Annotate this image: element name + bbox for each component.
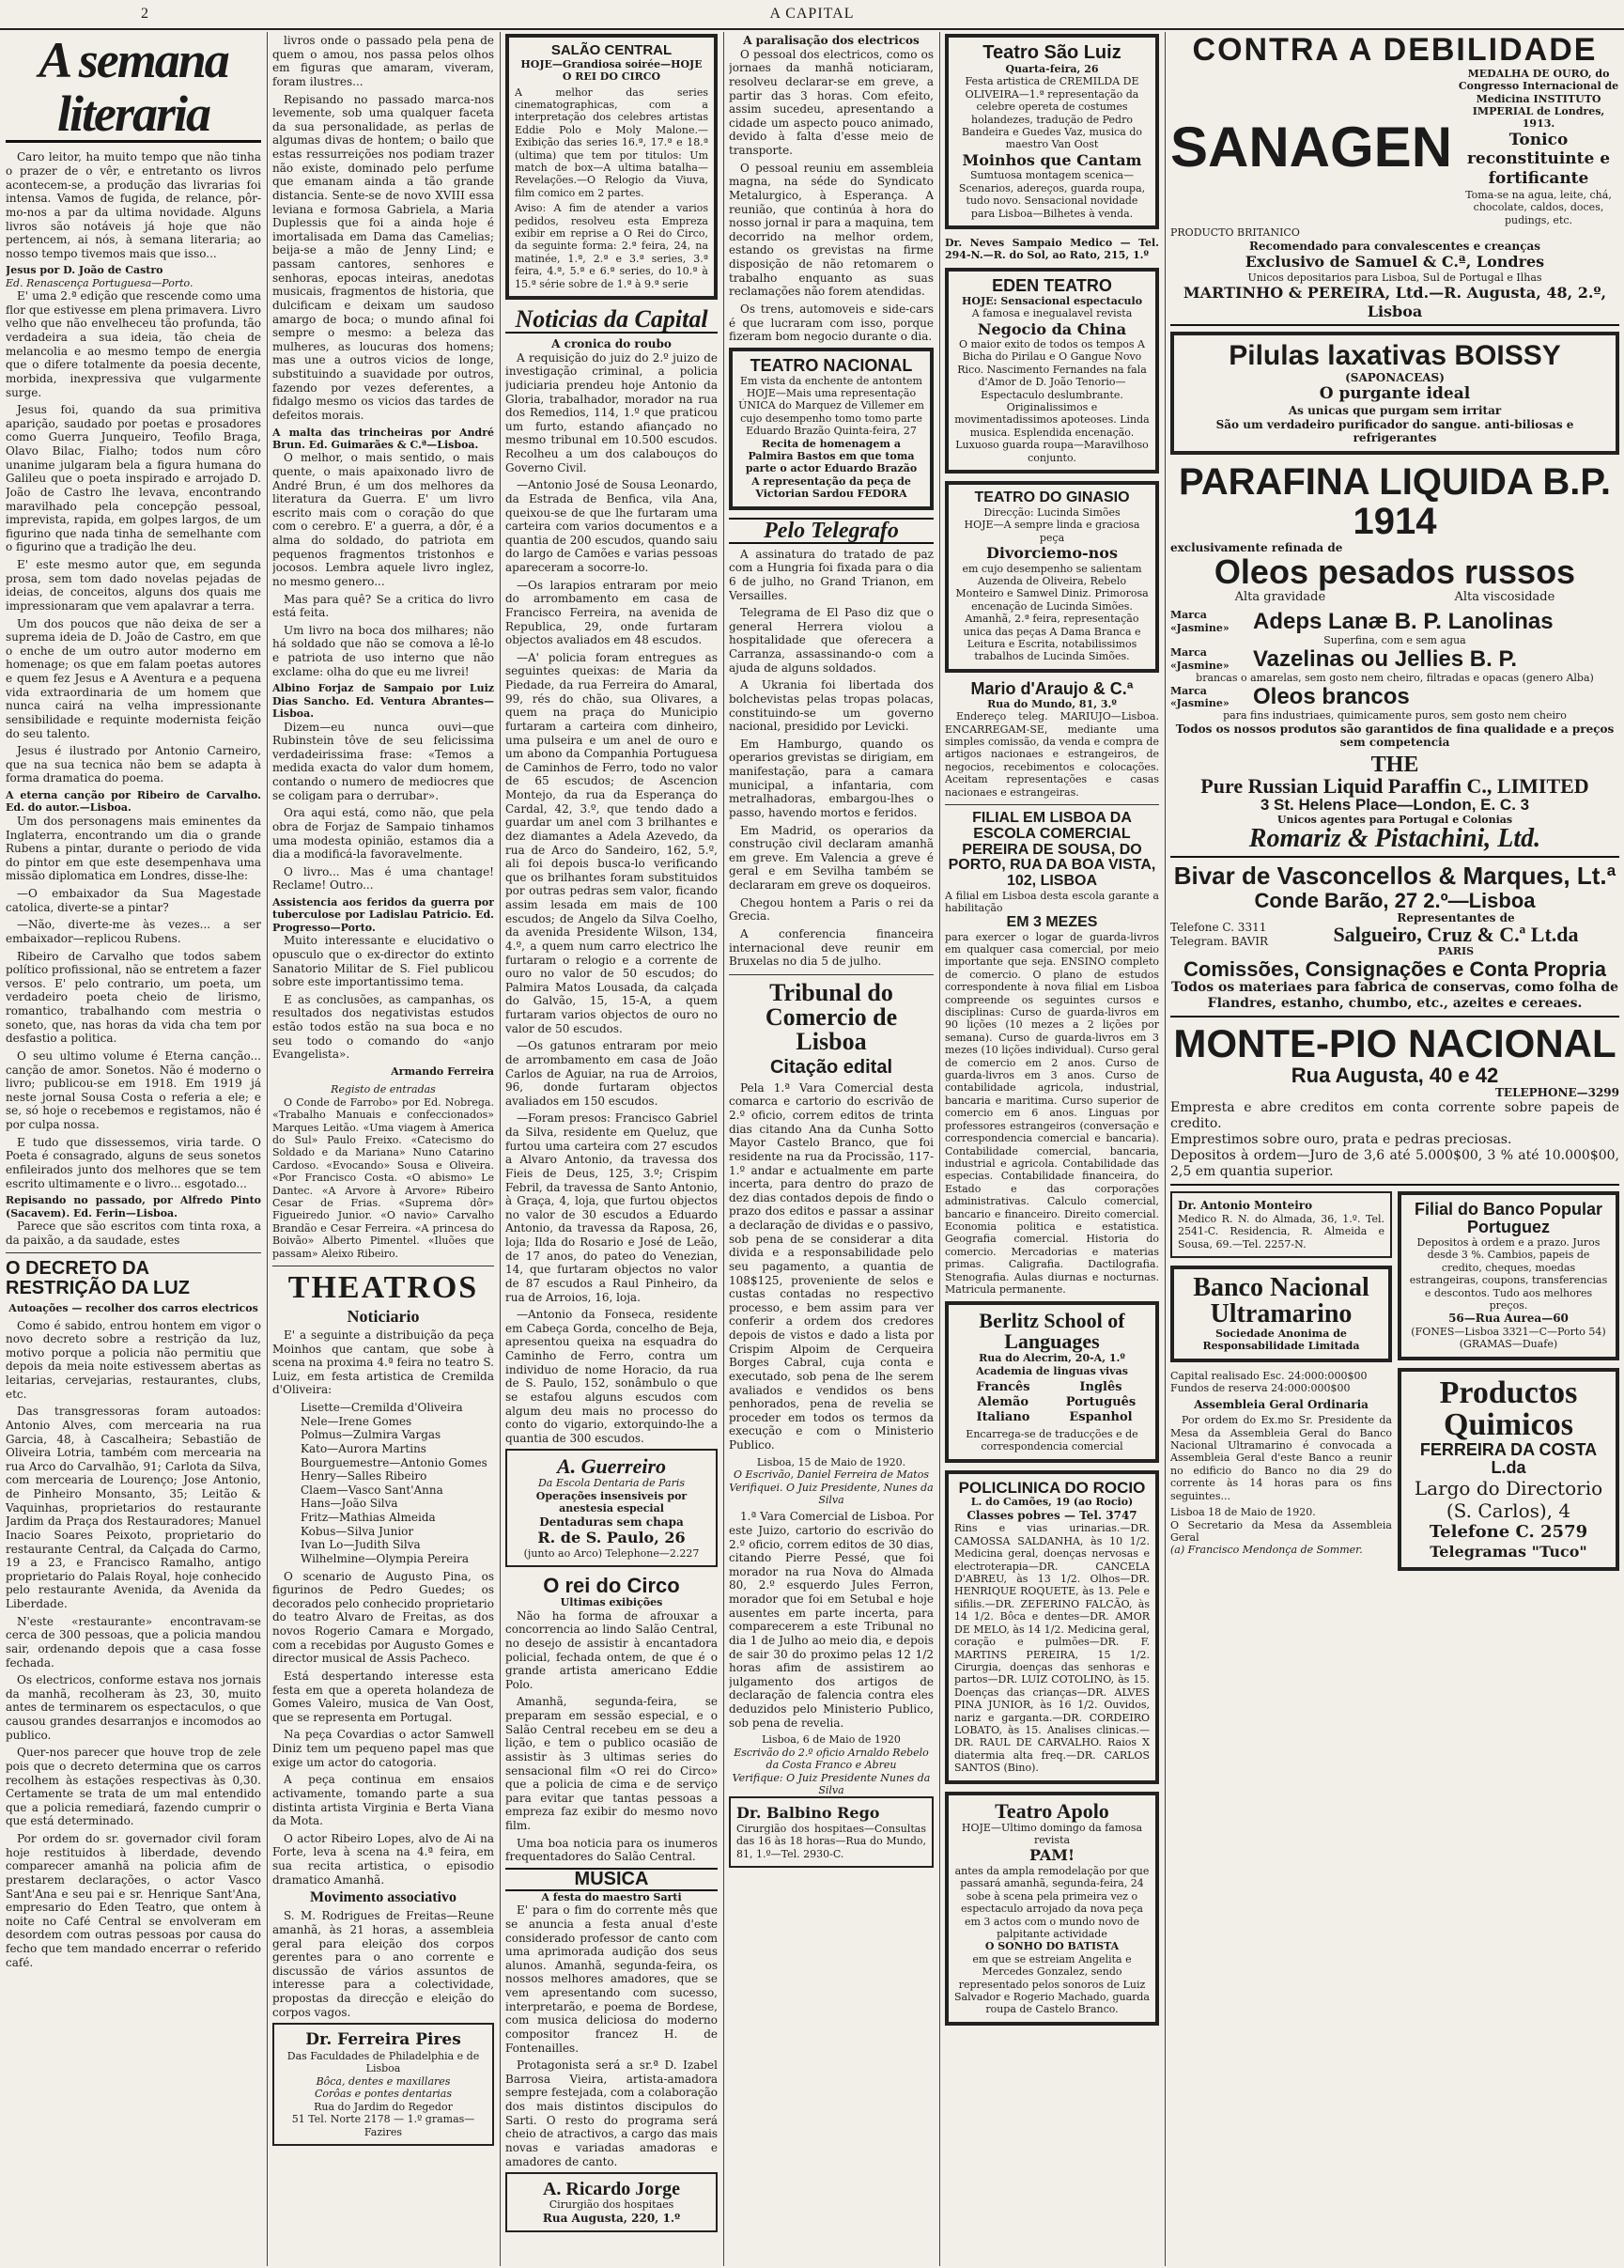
ad-show: Negocio da China <box>977 319 1127 338</box>
article-paragraph: —Não, diverte-me às vezes... a ser embaixador—replicou Rubens. <box>6 918 261 945</box>
article-paragraph: Não ha forma de afrouxar a concorrencia ao lindo Salão Central, no desejo de assistir à encantadora policial, fechada ontem, de que é o grande artista americano Eddie Polo. <box>505 1608 718 1691</box>
ad-line: Da Escola Dentaria de Paris <box>537 1477 686 1490</box>
section-title: Tribunal do Comercio de Lisboa <box>765 978 898 1055</box>
article-paragraph: Na peça Covardias o actor Samwell Diniz tem um pequeno papel mas que exige um actor do catogoria. <box>272 1728 494 1769</box>
article-paragraph: O pessoal dos electricos, como os jornaes da manhã noticiaram, resolveu declarar-se em greve, a partir das 3 horas. Com efeito, assim sucedeu, apresentando a cidade um aspecto pouco animado, devido à falta d'esse meio de transporte. <box>729 47 934 157</box>
book-title: Albino Forjaz de Sampaio por Luiz Dias Sancho. Ed. Ventura Abrantes—Lisboa. <box>272 682 494 721</box>
ad-line: Sociedade Anonima de Responsabilidade Limitada <box>1202 1328 1360 1353</box>
book-title: A malta das trincheiras por André Brun. Ed. Guimarães & C.ª—Lisboa. <box>272 426 494 451</box>
article-paragraph: O scenario de Augusto Pina, os figurinos de Pedro Guedes; os decorados pelo conhecido proprietario do teatro Alvaro de Freitas, as dos novos Rogerio Camara e Morgado, com a recebidas por Augusto Gomes e director musical de Assis Pacheco. <box>272 1569 494 1666</box>
book-title: Repisando no passado, por Alfredo Pinto (Sacavem). Ed. Ferin—Lisboa. <box>6 1194 261 1219</box>
article-paragraph: Um dos personagens mais eminentes da Inglaterra, encontrando um dia o grande Rubens a pintar, durante o periodo de vida do pintor em que este desempenhava uma missão diplomatica em Londres, disse-lhe: <box>6 814 261 883</box>
ad-body: Emprestimos sobre ouro, prata e pedras preciosas. <box>1170 1131 1512 1147</box>
ad-body: A representação da peça de Victorian Sardou FEDORA <box>751 474 911 501</box>
ad-address: Largo do Directorio (S. Carlos), 4 <box>1414 1476 1603 1522</box>
article-headline: O DECRETO DA RESTRIÇÃO DA LUZ <box>6 1258 190 1299</box>
section-title: A semana literaria <box>6 34 261 143</box>
article-paragraph: Quer-nos parecer que houve trop de zele pois que o decreto determina que os carros recolhem às estações respectivas às 0,30. Certamente se trata de um mal entendido que a policia remediará, fazendo cumprir o que está determinado. <box>6 1746 261 1828</box>
article-paragraph: O livro... Mas é uma chantage! Reclame! Outro... <box>272 864 494 893</box>
advertisement-guerreiro <box>505 1449 718 1567</box>
advertisement-ginasio <box>945 481 1159 673</box>
assembly-notice: Por ordem do Ex.mo Sr. Presidente da Mesa da Assembleia Geral do Banco Nacional Ultramarino é convocada a Assembleia Geral d'este Banco a reunir no edificio do Banco no dia 29 do corrente às 14 horas para os fins seguintes... <box>1170 1414 1392 1502</box>
article-paragraph: —Os larapios entraram por meio do arrombamento em casa de Francisco Ferreira, na avenida de Republica, 29, onde furtaram objectos avaliados em 48 escudos. <box>505 578 718 647</box>
advertisement-banco-ultramarino <box>1170 1266 1392 1362</box>
ad-line: Dentaduras sem chapa <box>539 1515 684 1529</box>
column-rule <box>723 32 724 2266</box>
news-brief: Em Hamburgo, quando os operarios grevistas se dirigiam, em manifestação, para a camara municipal, a infantaria, com metralhadoras, embargou-lhes o passo, havendo mortos e feridos. <box>729 737 934 819</box>
article-paragraph: S. M. Rodrigues de Freitas—Reune amanhã, às 21 horas, a assembleia geral para eleição dos corpos gerentes para o ano corrente e discussão de vários assuntos de interesse para a colectividade, propostas da direcção e eleição do corpos vagos. <box>272 1909 494 2019</box>
advertisement-dentist <box>272 2023 494 2146</box>
ad-address: MARTINHO & PEREIRA, Ltd.—R. Augusta, 48, 2.º, Lisboa <box>1183 284 1607 320</box>
language-item: Francês <box>976 1380 1030 1395</box>
article-paragraph: O seu ultimo volume é Eterna canção... canção de amor. Sonetos. Não é moderno o livro; publicou-se em 1918. Em 1919 já neste jornal Sousa Costa o referia a ele; e se, só hoje o recebemos e registamos, não é por culpa nossa. <box>6 1049 261 1131</box>
ad-body: Cirurgião dos hospitaes—Consultas das 16 às 18 horas—Rua do Mundo, 81, 1.º—Tel. 2930-C. <box>736 1822 926 1860</box>
article-paragraph: Mas para quê? Se a critica do livro está feita. <box>272 592 494 620</box>
cast-item: Bourguemestre—Antonio Gomes <box>301 1455 487 1469</box>
column-5 <box>945 34 1159 2264</box>
ad-line: HOJE—A sempre linda e graciosa peça <box>964 519 1140 544</box>
advertisement-ricardo-jorge <box>505 2172 718 2232</box>
brand-logo: SANAGEN <box>1170 115 1453 179</box>
ad-show: PAM! <box>1029 1846 1075 1865</box>
column-rule <box>1165 32 1166 2266</box>
notice-signature: (a) Francisco Mendonça de Sommer. <box>1170 1544 1363 1557</box>
advertisement-bivar <box>1170 863 1619 1017</box>
article-paragraph: Jesus é ilustrado por Antonio Carneiro, que na sua tecnica não bem se adapta à forma dramatica do poema. <box>6 744 261 785</box>
legal-notice: 1.ª Vara Comercial de Lisboa. Por este Juizo, cartorio do escrivão do 2.º oficio, correm editos de 30 dias, citando Pierre Pessé, que foi morador na rua Nova do Almada 80, 2.º esquerdo Jules Ferron, morador que foi em Setubal e hoje ausentes em parte incerta, para comparecerem a este Tribunal no dia 1 de Julho ao meio dia, e depois de sair 30 do proximo pelas 12 1/2 horas afim de assistirem ao julgamento dos artigos de declaração de falencia contra eles deduzidos pelo Ministerio Publico, sob pena de revelia. <box>729 1510 934 1730</box>
ad-line: São um verdadeiro purificador do sangue. anti-biliosas e refrigerantes <box>1215 417 1574 445</box>
article-paragraph: Protagonista será a sr.ª D. Izabel Barrosa Vieira, artista-amadora sempre festejada, com a colaboração dos mais distintos discipulos do Sarti. O resto do programa será cheio de atractivos, a cargo das mais novas e variadas amadoras e amadores de canto. <box>505 2058 718 2168</box>
cast-item: Lisette—Cremilda d'Oliveira <box>301 1401 463 1415</box>
masthead <box>0 0 1624 30</box>
ad-line: HOJE—Ultimo domingo da famosa revista <box>961 1821 1143 1846</box>
divider <box>6 1252 261 1253</box>
ad-line: PARIS <box>1437 945 1475 958</box>
section-subtitle: Noticiario <box>347 1306 420 1326</box>
book-title: Jesus por D. João de Castro <box>6 264 163 277</box>
ad-show: O SONHO DO BATISTA <box>984 1940 1120 1953</box>
registry-list: O Conde de Farrobo» por Ed. Nobrega. «Trabalho Manuais e confeccionados» Marques Leitão. «Uma viagem à America do Sul» Paulo Freixo. «Catecismo do Soldado e da Mariana» Nuno Catarino Cardoso. «Evocando» Sousa e Oliveira. «Por Francisco Costa. «O abismo» Le Dantec. «A Arvore à Arvore» Ribeiro Cesar de Frias. «Suprema dôr» Figueiredo Junior. «O navio» Carvalho Brandão e Cesar Ferreira. «A princesa do Boivão» Alberto Pimentel. «Iluões que passam» Aleixo Ribeiro. <box>272 1095 494 1260</box>
article-paragraph: Um dos poucos que não deixa de ser a suprema ideia de D. João de Castro, em que o enche de um outro autor moderno em homenage; os que em falam poetas autores e quem fez Jesus e A Aventura e a pequena vida extraordinaria de um homem que nunca cairá na velha impressionante sensibilidade e requinte modernista feição do seu talento. <box>6 616 261 740</box>
ad-body: Rins e vias urinarias.—DR. CAMOSSA SALDANHA, às 10 1/2. Medicina geral, doenças nervosas e electroterapia—DR. CANCELA D'ABREU, às 13 1/2. Olhos—DR. HENRIQUE ROQUETE, às 13. Pele e sifilis.—DR. ZEFERINO FALCÃO, às 14 1/2. Bôca e dentes—DR. AMOR DE MELO, às 14 1/2. Medicina geral, coração e pulmões—DR. F. MARTINS PEREIRA, 15 1/2. Cirurgia, doenças das senhoras e partos—DR. LUIZ COTOLINO, às 15. Doenças das crianças—DR. ALVES PINA JUNIOR, às 16 1/2. Ouvidos, nariz e garganta.—DR. CORDEIRO LOBATO, às 15. Analises clinicas.—DR. RAUL DE CARVALHO. Raios X diatermia alta freq.—DR. CARLOS SANTOS (Bino). <box>954 1522 1150 1775</box>
news-brief: Chegou hontem a Paris o rei da Grecia. <box>729 895 934 924</box>
brand-mark: Marca «Jasmine» <box>1170 684 1230 709</box>
article-paragraph: —Antonio da Fonseca, residente em Cabeça Gorda, concelho de Beja, apresentou queixa na esquadra do Caminho de Ferro, contra um individuo de nome Horacio, da rua de S. Paulo, 152, sonâmbulo o que se estafou alguns escudos com algum deu mais no processo do conto do vigario, extorquindo-lhe a quantia de 300 escudos. <box>505 1308 718 1445</box>
article-paragraph: —Antonio José de Sousa Leonardo, da Estrada de Benfica, vila Ana, queixou-se de que lhe furtaram uma carteira com varios documentos e a quantia de 200 escudos, quando saiu do largo de Camões e varias pessoas apareceram a socorre-lo. <box>505 478 718 575</box>
author-signature: Armando Ferreira <box>391 1064 494 1078</box>
ad-address: Rua do Mundo, 81, 3.º <box>987 697 1117 710</box>
language-item: Espanhol <box>1069 1409 1133 1424</box>
ad-line: Operações insensiveis por anestesia especial <box>535 1489 688 1515</box>
ad-title: A. Guerreiro <box>556 1454 667 1479</box>
notice-judge: Verifique: O Juiz Presidente Nunes da Silva <box>732 1771 931 1796</box>
ad-title: FILIAL EM LISBOA DA ESCOLA COMERCIAL PEREIRA DE SOUSA, DO PORTO, RUA DA BOA VISTA, 102, LISBOA <box>948 810 1156 890</box>
article-paragraph: Repisando no passado marca-nos levemente, sob uma qualquer faceta da sua personalidade, as perlas de algumas divas de hontem; o bailo que estas ressurreições nos podiam trazer não existe, dominado pelo perfume que emanam ainda a tão grande distancia. Sente-se de novo XVIII essa leviana e formosa Gabriela, a Maria Duplessis que foi a ainda hoje é imortalisada em Dama das Camelias; beija-se a mão de Jenny Lind; e passam cantores, senhores e senhoras, epocas inteiras, anedotas musicais, fragmentos de historia, que dulcificam e deixam um saudoso amargo de boca; o mundo afinal foi sempre o mesmo: a beleza das mulheres, as loucuras dos homens; mas une a outros vicios de longe, substituindo a suavidade por outros, fazendo por vezes deferentes, a fidalgo mesmo os vicios das tardes de defeitos morais. <box>272 92 494 422</box>
book-publisher: Ed. Renascença Portuguesa—Porto. <box>6 276 193 289</box>
section-title: MUSICA <box>505 1868 718 1891</box>
article-paragraph: Ribeiro de Carvalho que todos sabem político profissional, não se entretem a fazer versos. E' pelo contrario, um poeta, um verdadeiro poeta cheio de lirismo, romantico, trabalhando com mestria o soneto, que, nas horas da vida cha tem por desfastio a politica. <box>6 949 261 1046</box>
brand-mark: Marca «Jasmine» <box>1170 646 1230 672</box>
advertisement-sanagen <box>1170 34 1619 326</box>
article-paragraph: livros onde o passado pela pena de quem o amou, nos passa pelos olhos em figuras que amaram, viveram, foram ilustres... <box>272 34 494 88</box>
ad-line: Rua do Jardim do Regedor <box>314 2100 453 2113</box>
book-title: A eterna canção por Ribeiro de Carvalho. Ed. do autor.—Lisboa. <box>6 789 261 815</box>
advertisement-berlitz <box>945 1301 1159 1462</box>
ad-body: antes da ampla remodelação por que passará amanhã, segunda-feira, 24 sobe à scena pela primeira vez o espectaculo arrojado da nova peça em 3 actos com o mundo novo de palpitante actividade <box>954 1864 1150 1940</box>
ad-body: A filial em Lisboa desta escola garante a habilitação <box>945 889 1159 915</box>
ad-line: Tonico reconstituinte e fortificante <box>1466 130 1611 189</box>
ad-title: Teatro Apolo <box>995 1798 1109 1823</box>
language-item: Inglês <box>1079 1380 1122 1395</box>
article-paragraph: —Os gatunos entraram por meio de arrombamento em casa de João Carlos de Aguiar, na rua de Arroios, 96, donde furtaram objectos avaliados em 150 escudos. <box>505 1039 718 1108</box>
advertisement-monte-pio <box>1170 1020 1619 1186</box>
reserve-line: Fundos de reserva 24:000:000$00 <box>1170 1382 1351 1395</box>
ad-line: Representantes de <box>1397 910 1515 924</box>
column-rule <box>267 32 268 2266</box>
article-paragraph: E' uma 2.ª edição que rescende como uma flor que estivesse em plena primavera. Livro velho que não envelheceu tão profunda, tão verdadeira a sua ideia, tão cheia de melancolia e ao mesmo tempo de energia que o difere totalmente da poesia decente, morbida, inexpressiva que vulgarmente surge. <box>6 289 261 399</box>
section-title: THEATROS <box>287 1269 479 1305</box>
divider <box>729 974 934 975</box>
advertisement-productos-quimicos <box>1398 1368 1619 1571</box>
article-paragraph: Os trens, automoveis e side-cars é que lucraram com isso, porque fizeram bom negocio durante o dia. <box>729 302 934 344</box>
article-paragraph: Uma boa noticia para os inumeros frequentadores do Salão Central. <box>505 1836 718 1864</box>
ad-address: Rua Augusta, 40 e 42 <box>1291 1064 1499 1088</box>
article-paragraph: Caro leitor, ha muito tempo que não tinha o prazer de o vêr, e entretanto os livros acontecem-se, a produção das livrarias foi intensa. Vamos de fugida, de relance, pôr-mo-nos a par da ultima novidade. Alguns livros são notáveis já hoje que não pertencem, ai nós, à semana literaria; ao nosso tempo tivemos mais que isso... <box>6 150 261 260</box>
advertisement-sampaio: Dr. Neves Sampaio Medico — Tel. 294-N.—R. do Sol, ao Rato, 215, 1.º <box>945 236 1159 262</box>
ad-body: Depositos à ordem e a prazo. Juros desde 3 %. Cambios, papeis de credito, cheques, moedas estrangeiras, coupons, transferencias e descontos. Tudo aos melhores preços. <box>1409 1235 1608 1312</box>
ad-line: (SAPONACEAS) <box>1345 370 1445 384</box>
ad-title: Banco Nacional Ultramarino <box>1193 1273 1369 1329</box>
ad-title: A. Ricardo Jorge <box>542 2179 681 2200</box>
cast-item: Polmus—Zulmira Vargas <box>301 1428 441 1442</box>
advertisement-monteiro <box>1170 1191 1392 1258</box>
ad-title: Pilulas laxativas BOISSY <box>1229 340 1561 372</box>
section-subtitle: Movimento associativo <box>310 1889 456 1906</box>
represented-firm: Salgueiro, Cruz & C.ª Lt.da <box>1333 923 1579 947</box>
advertisement-teatro-nacional <box>729 348 934 510</box>
section-title: Pelo Telegrafo <box>729 518 934 544</box>
ad-highlight: Comissões, Consignações e Conta Propria <box>1183 956 1606 981</box>
cast-item: Kobus—Silva Junior <box>301 1524 414 1538</box>
telegram-address: Telegram. BAVIR <box>1170 934 1269 948</box>
ad-line: Unicos depositarios para Lisboa, Sul de Portugal e Ilhas <box>1247 271 1542 284</box>
article-paragraph: —A' policia foram entregues as seguintes queixas: de Maria da Piedade, da rua Ferreira do Amaral, 99, rés do chão, sua Olivares, a quem na praça do Municipio furtaram a carteira com dinheiro, uma pulseira e um anel de ouro e um abono da Companhia Portuguesa de Caminhos de Ferro, todo no valor de 65 escudos; de Ascencion Montejo, da rua da Esperança do Cardal, 42, 3.º, que tendo dado a guardar um anel com 3 brilhantes e dez diamantes a Adela Azevedo, da rua de Arco do Sandeiro, 162, 5.º, ali foi depois busca-lo verificando que os brilhantes foram substituidos por outras pedras sem valor, ficando assim lesada em mais de 100 escudos; de Angelo da Silva Coelho, da avenida Presidente Wilson, 134, 4.º, a quem num carro electrico lhe furtaram o relogio e a corrente de ouro no valor de 50 escudos; do Palmira Matos Lousada, da calçada do Galvão, 15, 15-A, a quem furtaram varios objectos de ouro no valor de 50 escudos. <box>505 650 718 1035</box>
ad-title: SALÃO CENTRAL <box>550 42 673 58</box>
ad-line: Unicos agentes para Portugal e Colonias <box>1276 813 1513 826</box>
ad-subtitle: HOJE—Grandiosa soirée—HOJE O REI DO CIRCO <box>520 57 703 84</box>
article-subheadline: Autoações — recolher dos carros electricos <box>8 1302 258 1315</box>
ad-title: Dr. Antonio Monteiro <box>1178 1199 1313 1213</box>
ad-headline: CONTRA A DEBILIDADE <box>1192 34 1598 68</box>
assembly-title: Assembleia Geral Ordinaria <box>1194 1397 1369 1411</box>
ad-line: Todos os materiaes para fabrica de conservas, como folha de Flandres, estanho, chumbo, etc., azeites e cereaes. <box>1170 979 1619 1011</box>
phone-number: Telefone C. 2579 <box>1429 1522 1588 1543</box>
agent-name: Romariz & Pistachini, Ltd. <box>1248 824 1541 854</box>
ad-title: Teatro São Luiz <box>982 42 1121 63</box>
ad-line: MEDALHA DE OURO, do Congresso Internacional de Medicina INSTITUTO IMPERIAL de Londres, 1913. <box>1458 67 1619 131</box>
ad-body: Festa artistica de CREMILDA DE OLIVEIRA—1.ª representação da celebre opereta de costumes holandezes, tradução de Pedro Bandeira e Guedes Vaz, musica do maestro Van Oost <box>961 75 1143 151</box>
ad-line: Corôas e pontes dentarias <box>314 2088 453 2101</box>
article-paragraph: O melhor, o mais sentido, o mais quente, o mais apaixonado livro de André Brun, é um dos melhores da literatura da Guerra. E' um livro escrito mais com o coração do que com o cerebro. E' a guerra, a dôr, é a alma do soldado, do patriota em pequenos fragmentos tristonhos e jocosos. Lembra aquele livro inglez, no mesmo genero... <box>272 451 494 588</box>
article-paragraph: Das transgressoras foram autoados: Antonio Alves, com mercearia na rua Garcia, 48, à Cascalheira; Sebastião de Oliveira Lotria, também com mercearia na rua Arco do Carvalhão, 91; Carlota da Silva, com mercearia de Lourenço; Jose Antonio, de Pinheiro Monsanto, 35; Leitão & Vaquinhas, proprietarios do restaurante Jardim da Praça dos Restauradores; Manuel Inacio Soares Peixoto, proprietario do restaurante Central, da Calçada do Carmo, 19 a 23, e Francisco Ramalho, antigo proprietario do Palais Royal, hoje conhecido pelo restaurante Avenida, da Avenida da Liberdade. <box>6 1405 261 1611</box>
ad-address: Rua do Alecrim, 20-A, 1.º <box>979 1352 1125 1365</box>
ad-title: POLICLINICA DO ROCIO <box>958 1478 1146 1497</box>
column-4 <box>729 34 934 2264</box>
ad-line: HOJE: Sensacional espectaculo <box>961 294 1143 307</box>
ad-line: (FONES—Lisboa 3321—C—Porto 54) (GRAMAS—Duafe) <box>1411 1326 1606 1351</box>
article-paragraph: E tudo que dissessemos, viria tarde. O Poeta é consagrado, alguns de seus sonetos enfileirados junto dos melhores que se tem escrito ultimamente e o livro... esgotado... <box>6 1135 261 1190</box>
article-paragraph: Está despertando interesse esta festa em que a opereta holandeza de Gomes Valeiro, musica de Van Oost, que se representa em Portugal. <box>272 1669 494 1724</box>
advertisement-balbino-rego <box>729 1796 934 1868</box>
notice-clerk: Escrivão do 2.º oficio Arnaldo Rebelo da Costa Franco e Abreu <box>734 1746 929 1772</box>
ad-title: Berlitz School of Languages <box>979 1309 1125 1354</box>
news-brief: A Ukrania foi libertada dos bolchevistas pelas tropas polacas, constituindo-se um governo nacional, presidido por Levicki. <box>729 678 934 734</box>
advertisement-parafina <box>1170 462 1619 858</box>
brand-mark: Marca «Jasmine» <box>1170 609 1230 634</box>
ad-line: exclusivamente refinada de <box>1170 540 1343 554</box>
advertisement-boissy <box>1170 332 1619 455</box>
ad-address: R. de S. Paulo, 26 <box>537 1529 686 1547</box>
cast-item: Nele—Irene Gomes <box>301 1414 412 1428</box>
ad-notice: Aviso: A fim de atender a varios pedidos, resolveu esta Empreza exibir em reprise a O Rei do Circo, da seguinte forma: 2.ª feira, 24, na matinée, 1.ª, 2.ª e 3.ª series, 3.ª feira, 4.ª, 5.ª e 6.ª series, do 10.ª à 15.ª série sobre de 1.ª à 9.ª serie <box>515 202 708 290</box>
ad-title: TEATRO DO GINASIO <box>974 489 1130 506</box>
ad-line: Quarta-feira, 26 <box>1005 63 1099 75</box>
notice-date: Lisboa 18 de Maio de 1920. <box>1170 1506 1316 1519</box>
product-name: Adeps Lanæ B. P. Lanolinas <box>1253 608 1554 634</box>
product-note: para fins industriaes, quimicamente puros, sem gosto nem cheiro <box>1223 709 1567 722</box>
language-list <box>954 1380 1150 1425</box>
article-paragraph: —O embaixador da Sua Magestade catolica, diverte-se a pintar? <box>6 887 261 914</box>
ad-body: Endereço teleg. MARIUJO—Lisboa. ENCARREGAM-SE, mediante uma simples comissão, da venda e compra de artigos nacionaes e estrangeiros, de negocios, recebimentos e colocações. Aceitam representações e casas nacionaes e estrangeiras. <box>945 710 1159 799</box>
ad-title: EDEN TEATRO <box>992 275 1112 295</box>
cast-item: Ivan Lo—Judith Silva <box>301 1538 421 1552</box>
article-paragraph: Dizem—eu nunca ouvi—que Rubinstein tôve de seu felicissima verdadeirissima frase: «Temos a medida exacta do valor dum homem, contando o numero de mediocres que se coligam para o derrubar». <box>272 720 494 802</box>
newspaper-title: A CAPITAL <box>769 6 855 22</box>
advertisement-eden <box>945 268 1159 474</box>
product-name: Oleos brancos <box>1253 684 1410 710</box>
ad-line: Todos os nossos produtos são garantidos de fina qualidade e a preços sem competencia <box>1175 722 1615 750</box>
ad-line: (junto ao Arco) Telephone—2.227 <box>523 1546 700 1560</box>
ad-line: Das Faculdades de Philadelphia e de Lisboa <box>286 2050 480 2075</box>
notice-date: Lisboa, 6 de Maio de 1920 <box>762 1733 901 1747</box>
ad-line: 51 Tel. Norte 2178 — 1.º gramas—Fazires <box>291 2113 475 2138</box>
ad-line: Cirurgião dos hospitaes <box>549 2198 674 2212</box>
ad-body: em cujo desempenho se salientam Auzenda de Oliveira, Rebelo Monteiro e Samwel Diniz. Primorosa encenação de Lucinda Simões. Amanhã, 2.ª feira, representação unica das peças A Dama Branca e Leitura e Escrita, notabilissimos trabalhos de Lucinda Simões. <box>955 562 1149 663</box>
article-paragraph: Como é sabido, entrou hontem em vigor o novo decreto sobre a restrição da luz, motivo porque a policia não permitiu que depois da meia noite estivessem abertas as leitarias, cervejarias, restaurantes, clubs, etc. <box>6 1318 261 1401</box>
ad-address: 56—Rua Aurea—60 <box>1448 1312 1569 1326</box>
ad-body: em que se estreiam Angelita e Mercedes Gonzalez, sendo representado pelos sonoros de Luiz Salvador e Rogerio Machado, guarda roupa de Castelo Branco. <box>954 1952 1150 2016</box>
ad-body: para exercer o logar de guarda-livros em qualquer casa comercial, por meio importante que seja. ENSINO completo de comercio. O plano de estudos correspondente à nova filial em Lisboa compreende os seguintes cursos e disciplinas: Curso de guarda-livros em 90 lições (10 mezes a 2 lições por semana). Curso de guarda-livros em 3 mezes (10 lições individual). Curso geral de comercio em 2 anos. Curso de guarda-livros em 3 anos. Curso de contabilidade agricola, industrial, bancaria e maritima. Curso superior de comercio em 6 anos. Linguas por professores estrangeiros (conversação e correspondencia comercial e bancaria). Contabilidade comercial, bancaria, industrial e agricola. Contabilidade das especias. Contabilidade financeira, do Estado e das corporações administrativas. Calculo comercial, bancario e financeiro. Direito comercial. Economia politica e estatistica. Geografia comercial. Historia do comercio. Mercadorias e materias primas. Caligrafia. Dactilografia. Stenografia. Aulas diurnas e nocturnas. Matricula permanente. <box>945 930 1159 1296</box>
article-paragraph: E as conclusões, as campanhas, os resultados dos negativistas estudos estão todos estão na sua boca e no seu todo o comando do «anjo Evangelista». <box>272 992 494 1062</box>
ad-line: Toma-se na agua, leite, chá, chocolate, caldos, doces, pudings, etc. <box>1465 188 1612 226</box>
article-subheadline: Ultimas exibições <box>560 1596 663 1609</box>
legal-notice: Pela 1.ª Vara Comercial desta comarca e cartorio do escrivão de 2.º oficio, correm editos de trinta dias citando Ana da Cunha Sotto Mayor Castelo Branco, que foi residente na rua da Procissão, 117-1.º andar e actualmente em parte incerta, para dentro do prazo de dez dias contados depois de findo o prazo dos editos e passar a assinar a declaração de dividas e o passivo, sob pena de se considerar a dita divida e a responsabilidade pelo seu pagamento, a quantia de 108$125, proveniente de selos e custas contadas no respectivo processo, e bem assim para ver conferir a ordem dos credores depois de vistos e dado a lista por Crispim Alpoim de Cerqueira Borges Cabral, cuja conta e executado, sob pena de lhe serem avaliados e vendidos os bens penhorados, pena de revelia se proceder em todos os termos da execução e com o Ministerio Publico. <box>729 1080 934 1452</box>
ad-address: Conde Barão, 27 2.º—Lisboa <box>1254 888 1536 912</box>
divider <box>945 804 1159 805</box>
notice-judge: Verifiquei. O Juiz Presidente, Nunes da Silva <box>729 1481 934 1506</box>
ad-line: PRODUCTO BRITANICO <box>1170 226 1300 240</box>
language-item: Alemão <box>977 1395 1029 1410</box>
section-title: Noticias da Capital <box>505 307 718 334</box>
article-paragraph: E' para o fim do corrente mês que se anuncia a festa anual d'este considerado professor de canto com uma aprimorada audição dos seus alunos. Amanhã, segunda-feira, os nossos melhores amadores, que se vem apresentando com sucesso, interpretarão, e poema de Bordese, com musica deliciosa do moderno compositor francez H. de Fontenailles. <box>505 1903 718 2055</box>
article-paragraph: A requisição do juiz do 2.º juizo de investigação criminal, a policia judiciaria prendeu hoje Antonio da Gloria, trabalhador, morador na rua dos Remedios, 114, 1.º que praticou um furto, estando afiançado no mesmo tribunal em 10.500 escudos. Recolheu a um dos calabouços do Governo Civil. <box>505 350 718 474</box>
ad-line: O purgante ideal <box>1319 384 1471 404</box>
capital-line: Capital realisado Esc. 24:000:000$00 <box>1170 1369 1368 1382</box>
notice-title: Citação edital <box>769 1056 893 1078</box>
ad-line: As unicas que purgam sem irritar <box>1288 403 1502 417</box>
ad-title: Filial do Banco Popular Portuguez <box>1414 1200 1603 1237</box>
ad-title: Productos Quimicos <box>1439 1375 1578 1442</box>
ad-body: Sumtuosa montagem scenica—Scenarios, adereços, guarda roupa, tudo novo. Sensacional novidade para Lisboa—Bilhetes à venda. <box>958 169 1146 220</box>
cast-item: Wilhelmine—Olympia Pereira <box>301 1551 470 1565</box>
news-brief: A conferencia financeira internacional deve reunir em Bruxelas no dia 5 de julho. <box>729 926 934 969</box>
phone-number: Telefone C. 3311 <box>1170 921 1267 935</box>
article-paragraph: E' este mesmo autor que, em segunda prosa, sem tom dado novelas pejadas de ideias, de conceitos, alguns dos quais me impressionaram que vem apalavrar a terra. <box>6 558 261 613</box>
ad-title: MONTE-PIO NACIONAL <box>1173 1020 1616 1065</box>
product-name: Vazelinas ou Jellies B. P. <box>1253 646 1518 673</box>
firm-name: FERREIRA DA COSTA L.da <box>1419 1439 1598 1477</box>
column-6 <box>1170 34 1619 2264</box>
cast-item: Kato—Aurora Martins <box>301 1441 426 1455</box>
cast-item: Fritz—Mathias Almeida <box>301 1511 436 1525</box>
ad-line: Encarrega-se de traducções e de correspondencia comercial <box>966 1427 1138 1453</box>
ad-title: TEATRO NACIONAL <box>750 355 913 375</box>
ad-address: Rua Augusta, 220, 1.º <box>542 2211 681 2225</box>
article-paragraph: Amanhã, segunda-feira, se preparam em sessão especial, e o Salão Central recebeu em se deu a lição, e tem o publico ocasião de assistir às 3 ultimas series do sensacional film «O rei do Circo» que a policia de cima e de serviço para evitar que tantas pessoas a empreza faz exibir do mesmo novo film. <box>505 1695 718 1833</box>
advertisement-apolo <box>945 1792 1159 2026</box>
ad-body: Recita de homenagem a Palmira Bastos em que toma parte o actor Eduardo Brazão <box>745 437 918 475</box>
column-rule <box>939 32 940 2266</box>
ad-show: Moinhos que Cantam <box>962 150 1142 169</box>
ad-line: Classes pobres — Tel. 3747 <box>967 1508 1137 1522</box>
cast-item: Hans—João Silva <box>301 1497 398 1511</box>
ad-body: Medico R. N. do Almada, 36, 1.º. Tel. 2541-C. Residencia, R. Almeida e Sousa, 69.—Tel. 2257-N. <box>1178 1212 1384 1251</box>
article-paragraph: E' a seguinte a distribuição da peça Moinhos que cantam, que sobe à scena na proxima 4.ª feira no teatro S. Luiz, em festa artistica de Cremilda d'Oliveira: <box>272 1328 494 1397</box>
column-1 <box>6 34 261 2264</box>
language-item: Português <box>1065 1395 1137 1410</box>
article-paragraph: —Foram presos: Francisco Gabriel da Silva, residente em Queluz, que furtou uma carteira com 27 escudos a Alvaro Antonio, da travessa dos Fieis de Deus, 125, 3.º; Crispim Febril, da travessa de Santo Antonio, à Graça, 4, loja, que furtou objectos no valor de 30 escudos a Eduardo Antonio, da travessa da Raposa, 26, loja; Ilda do Rosario e José de Leão, de 17 anos, do pateo do Venezian, 14, que furtaram objectos no valor de 87 escudos a Raul Pinheiro, da rua de Arroios, 16, loja. <box>505 1111 718 1304</box>
article-paragraph: N'este «restaurante» encontravam-se cerca de 300 pessoas, que a policia mandou sair, ordenando depois que a casa fosse fechada. <box>6 1614 261 1670</box>
ad-title: Dr. Balbino Rego <box>736 1804 880 1823</box>
product-note: Superfina, com e sem agua <box>1323 633 1466 646</box>
advertisement-salao-central <box>505 34 718 300</box>
language-item: Italiano <box>976 1409 1030 1424</box>
ad-title: Mario d'Araujo & C.ª <box>970 678 1134 698</box>
news-brief: Em Madrid, os operarios da construção civil declaram amanhã em greve. Em Valencia a greve é geral e em Sevilha também se declararam em greve os doqueiros. <box>729 823 934 893</box>
page-number: 2 <box>141 6 149 22</box>
notice-date: Lisboa, 15 de Maio de 1920. <box>756 1455 906 1468</box>
company-article: THE <box>1370 753 1419 778</box>
article-paragraph: Muito interessante e elucidativo o opusculo que o ex-director do extinto Sanatorio Militar de S. Fiel publicou sobre este importantissimo tema. <box>272 934 494 989</box>
article-paragraph: Os electricos, conforme estava nos jornais da manhã, recolheram às 23, 30, muito antes de terminarem os espectaculos, o que causou grandes desarranjos e incomodos ao publico. <box>6 1673 261 1742</box>
news-brief: Telegrama de El Paso diz que o general Herrera violou a hospitalidade que oferecera a Carranza, assassinando-o com a ajuda de alguns soldados. <box>729 606 934 675</box>
ad-line: Academia de linguas vivas <box>976 1364 1128 1377</box>
ad-body: A melhor das series cinematographicas, com a interpretação dos celebres artistas Eddie Polo e Moly Malone.—Exibição das series 16.ª, 17.ª e 18.ª (ultima) que tem por titulos: Um match de box—A ultima batalha—Revelações.—O Relogio da Viuva, film comico em 2 partes. <box>515 85 708 199</box>
registry-heading: Registo de entradas <box>331 1083 436 1096</box>
ad-line: Recomendado para convalescentes e creanças <box>1248 239 1541 253</box>
ad-line: Exclusivo de Samuel & C.ª, Londres <box>1245 253 1545 272</box>
advertisement-policlinica <box>945 1470 1159 1784</box>
cast-list <box>272 1401 494 1566</box>
ad-body: O maior exito de todos os tempos A Bicha do Pirilau e O Gangue Novo Rico. Nascimento Fernandes na fala d'Amor de D. João Tenorio—Espectaculo deslumbrante. Originalissimos e movimentadissimos apoteoses. Linda musica. Esplendida encenação. Luxuoso guarda roupa—Maravilhoso conjunto. <box>954 338 1150 464</box>
advertisement-banco-popular <box>1398 1191 1619 1360</box>
news-brief: A assinatura do tratado de paz com a Hungria foi fixada para o dia 6 de julho, no Grand Trianon, em Versailles. <box>729 547 934 602</box>
article-paragraph: Um livro na boca dos milhares; não há soldado que não se comova a lê-lo e patriota de uso interno que não exclame: olha do que eu me livrei! <box>272 623 494 678</box>
ad-headline: PARAFINA LIQUIDA B.P. 1914 <box>1178 460 1612 542</box>
telegram-address: Telegramas "Tuco" <box>1430 1543 1587 1561</box>
article-paragraph: O actor Ribeiro Lopes, alvo de Ai na Forte, leva à scena na 4.ª feira, em sua recita artistica, o episodio dramatico Amanhã. <box>272 1831 494 1887</box>
article-paragraph: Por ordem do sr. governador civil foram hoje restituidos à liberdade, devendo comparecer amanhã na policia afim de prestarem declarações, o actor Vasco Sant'Ana e seu pai e sr. Henrique Sant'Ana, empresario do Eden Teatro, que ontem à noite no Café Central se envolveram em desordem com outras pessoas por causa do fecho que tem mandado encerrar o referido café. <box>6 1832 261 1969</box>
cast-item: Claem—Vasco Sant'Anna <box>301 1483 443 1497</box>
advertisement-sao-luiz <box>945 34 1159 229</box>
notice-secretary: O Secretario da Mesa da Assembleia Geral <box>1170 1518 1392 1544</box>
ad-body: Empresta e abre creditos em conta corrente sobre papeis de credito. <box>1170 1099 1619 1131</box>
ad-line: A famosa e inegualavel revista <box>971 307 1133 320</box>
ad-line: Direcção: Lucinda Simões <box>983 505 1121 519</box>
notice-clerk: O Escrivão, Daniel Ferreira de Matos <box>734 1468 929 1482</box>
ad-line: Alta gravidade <box>1234 590 1326 605</box>
column-2 <box>272 34 494 2264</box>
article-paragraph: A peça continua em ensaios activamente, tomando parte a sua distinta artista Virginia e Berta Viana da Mota. <box>272 1773 494 1828</box>
book-title: Assistencia aos feridos da guerra por tuberculose por Ladislau Patricio. Ed. Progresso—Porto. <box>272 896 494 934</box>
ad-address: L. do Camões, 19 (ao Rocio) <box>970 1496 1134 1509</box>
ad-highlight: EM 3 MEZES <box>1006 913 1098 930</box>
ad-highlight: Oleos pesados russos <box>1214 552 1576 592</box>
column-3 <box>505 34 718 2264</box>
ad-body: Em vista da enchente de antontem HOJE—Mais uma representação ÚNICA do Marquez de Villemer em cujo desempenho tomo tomo parte Eduardo Brazão Quinta-feira, 27 <box>738 374 924 438</box>
article-headline: O rei do Circo <box>543 1574 680 1598</box>
article-subheadline: A festa do maestro Sarti <box>541 1890 682 1903</box>
cast-item: Henry—Salles Ribeiro <box>301 1469 427 1484</box>
article-paragraph: Jesus foi, quando da sua primitiva aparição, saudado por poetas e prosadores como Guerra Junqueiro, Teofilo Braga, Olavo Bilac, Fialho; todos num côro unanime julgaram bela a figura humana do Galileu que o poeta inspirado e arrojado D. João de Castro lhe levava, encontrando maravilhado pela concepção pessoal, imprevista, rapida, em golpes largos, de um figurino que nada tinha de semelhante com o figurino que a tradição lhe deu. <box>6 403 261 554</box>
ad-show: Divorciemo-nos <box>986 544 1118 563</box>
article-headline: A paralisação dos electricos <box>743 34 920 47</box>
ad-name: Dr. Ferreira Pires <box>305 2030 461 2050</box>
ad-title: Bivar de Vasconcellos & Marques, Lt.ª <box>1173 862 1616 891</box>
company-name: Pure Russian Liquid Paraffin C., LIMITED <box>1200 774 1589 799</box>
article-headline: A cronica do roubo <box>551 337 672 351</box>
product-note: brancas o amarelas, sem gosto nem cheiro, filtradas e opacas (genero Alba) <box>1196 672 1594 685</box>
company-address: 3 St. Helens Place—London, E. C. 3 <box>1260 796 1530 815</box>
ad-line: Bôca, dentes e maxillares <box>316 2074 451 2088</box>
article-paragraph: O pessoal reuniu em assembleia magna, na séde do Syndicato Metalurgico, à Esperança. A reunião, que continúa à hora do nosso jornal ir para a maquina, tem decorrido na melhor ordem, estando os grevistas na firme disposição de não retomarem o trabalho enquanto as suas reclamações não forem atendidas. <box>729 161 934 299</box>
ad-line: Alta viscosidade <box>1454 590 1555 605</box>
article-paragraph: Parece que são escritos com tinta roxa, a da paixão, a da saudade, estes <box>6 1219 261 1247</box>
article-paragraph: Ora aqui está, como não, que pela obra de Forjaz de Sampaio tinhamos uma modesta opinião, estamos dia a dia a modificá-la favoravelmente. <box>272 806 494 862</box>
column-rule <box>500 32 501 2266</box>
phone-number: TELEPHONE—3299 <box>1495 1086 1619 1100</box>
ad-body: Depositos à ordem—Juro de 3,6 até 5.000$00, 3 % até 10.000$00, 2,5 em quantia superior. <box>1170 1148 1619 1180</box>
